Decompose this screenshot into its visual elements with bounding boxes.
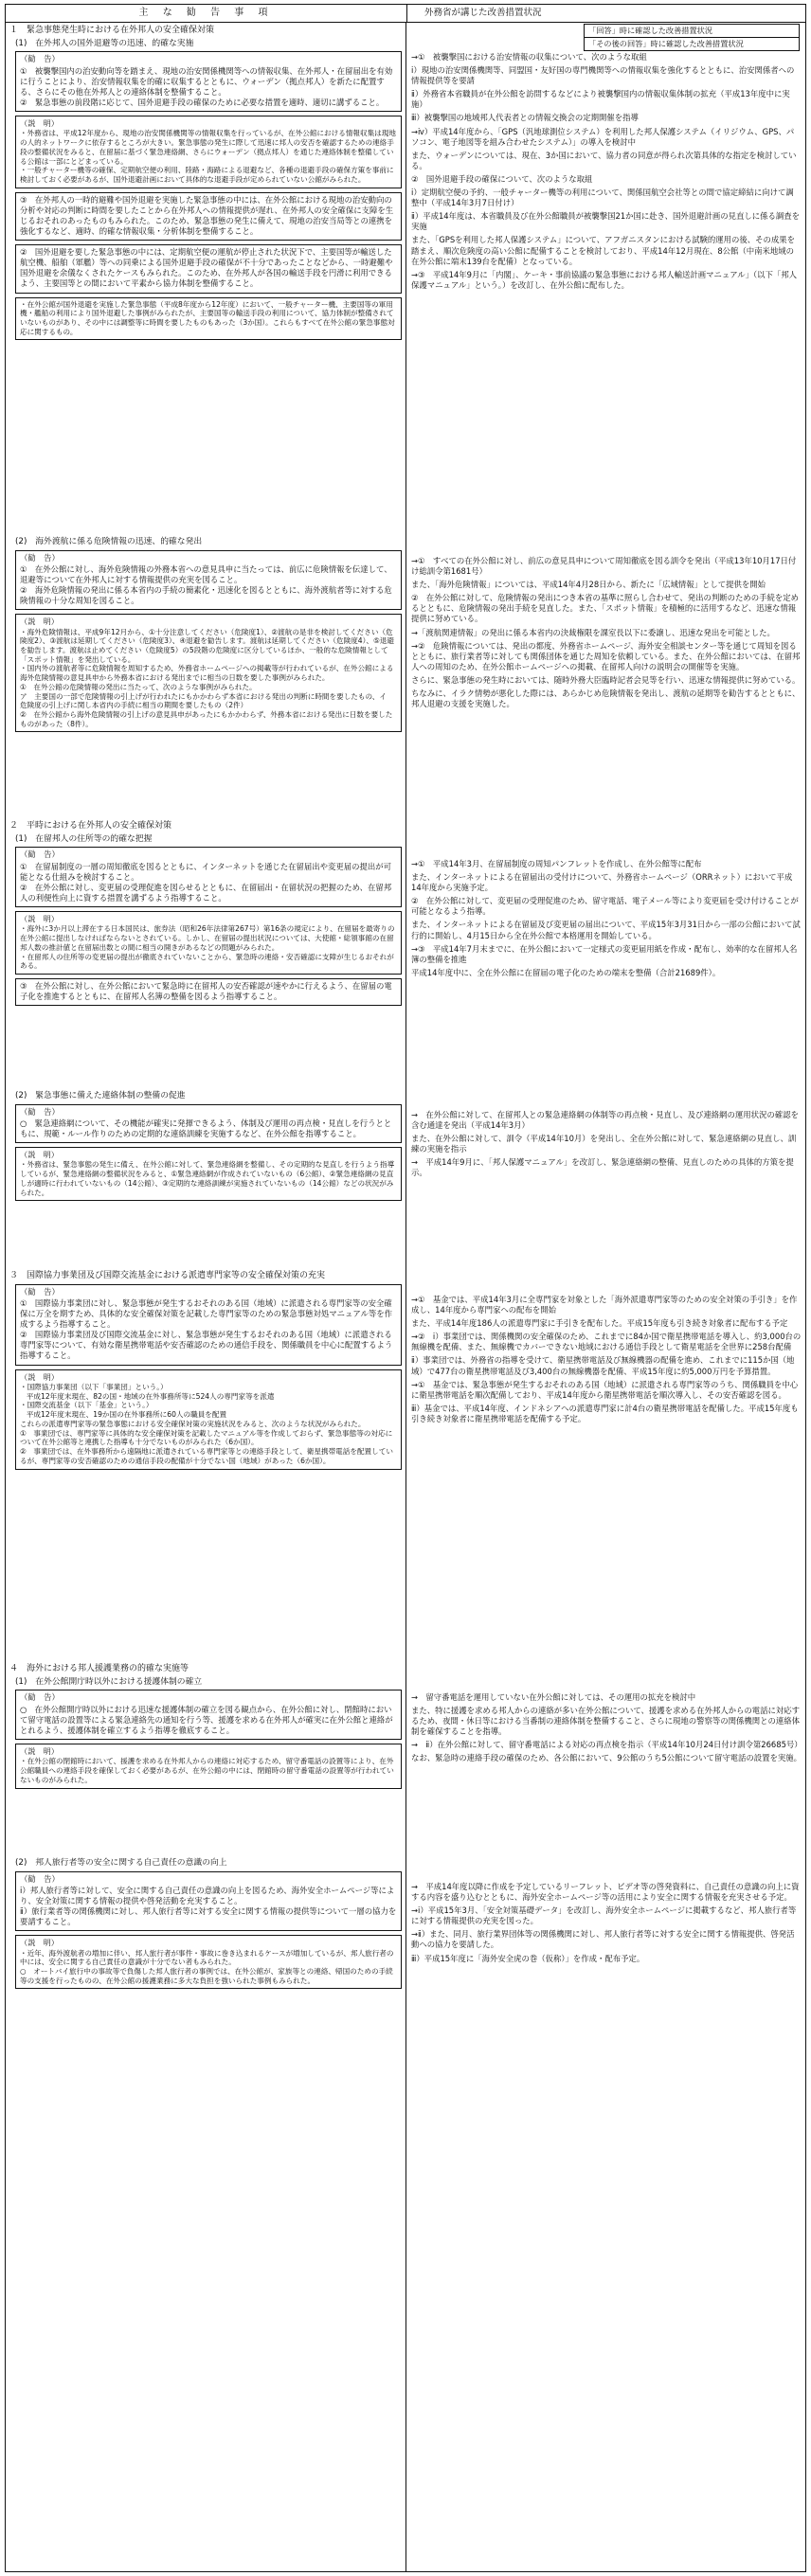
- response-text: ⅰ）現地の治安関係機関等、同盟国・友好国の専門機関等への情報収集を強化するとともに、治安関係者への情報提供等を要請: [411, 65, 795, 86]
- explanation-text: ・外務省は、緊急事態の発生に備え、在外公館に対して、緊急連絡網を整備し、その定期的な見直しを行うよう指導しているが、緊急連絡網の整備状況をみると、①緊急連絡網が作成されていないもの（6公館）、②緊急連絡網の見直しが適時に行われていないもの（14公館）、③定期的な連絡訓練が実施されていないもの（14公館）などの状況がみられた。: [20, 1160, 395, 1197]
- subsection-heading: (1) 在留邦人の住所等の的確な把握: [15, 833, 153, 844]
- subsection-heading: (2) 邦人旅行者等の安全に関する自己責任の意識の向上: [15, 1858, 227, 1868]
- recommendation-text: ② 緊急事態の前段階に応じて、国外退避手段の確保のために必要な措置を適時、適切に講ずること。: [20, 97, 385, 107]
- response-1-2: [411, 556, 802, 712]
- response-text: ⅱ）事業団では、外務省の指導を受けて、衛星携帯電話及び無線機器の配備を進め、これまでに115か国（地域）で477台の衛星携帯電話及び3,400台の無線機器を配備、平成15年度に約5,000万円を予算措置。: [411, 1355, 795, 1376]
- recommendation-text: ① 被襲撃国内の治安動向等を踏まえ、現地の治安関係機関等への情報収集、在外邦人・在留届出を有効に行うことにより、治安情報収集を的確に収集するとともに、ウォーデン（拠点邦人）を新たに配置する、さらにその他在外邦人との連絡体制を整備すること。: [20, 65, 393, 97]
- response-text: →① すべての在外公館に対し、前広の意見具申について周知徹底を図る訓令を発出（平成13年10月17日付け総訓令第1681号）: [411, 556, 797, 577]
- response-text: →「渡航関連情報」の発出に係る本省内の決裁権限を課室長以下に委譲し、迅速な発出を可能とした。: [411, 627, 775, 637]
- explanation-text: ① 在外公館の危険情報の発出に当たって、次のような事例がみられた。: [20, 682, 257, 691]
- response-text: → ⅱ）在外公館に対して、留守番電話による対応の再点検を指示（平成14年10月24日付け訓令第26685号）: [411, 1740, 802, 1750]
- recommendation-text: ① 在留届制度の一層の周知徹底を図るとともに、インターネットを通じた在留届出や変更届の提出が可能となる仕組みを検討すること。: [20, 861, 391, 882]
- response-text: →① 被襲撃国における治安情報の収集について、次のような取組: [411, 52, 647, 62]
- recommendation-label: （勧 告）: [20, 850, 60, 860]
- legend-item-kaito: 「回答」時に確認した改善措置状況: [588, 26, 713, 35]
- section-3: [9, 1271, 402, 1474]
- response-text: →ⅱ）また、同月、旅行業界団体等の関係機関に対し、邦人旅行者等に対する安全に関する情報提供、啓発活動への協力を要請した。: [411, 1929, 795, 1950]
- response-text: ⅱ）平成14年度は、本省職員及び在外公館職員が被襲撃国21か国に赴き、国外退避計画の見直しに係る調査を実施: [411, 211, 801, 232]
- explanation-box: [15, 1147, 402, 1201]
- explanation-box: [15, 116, 402, 188]
- recommendation-text: ② 国外退避を要した緊急事態の中には、定期航空便の運航が停止された状況下で、主要国等が輸送した航空機、船舶（軍艦）等への同乗による国外退避手段の確保が不十分であったことなどから、一時避難や国外退避を余儀なくされたケースもみられた。このため、在外邦人が各国の輸送手段を円滑に利用できるよう、主要国等との間において平素から協力体制を整備すること。: [20, 247, 393, 289]
- response-text: →③ 平成14年9月に「内閣」、ケーキ・事前協議の緊急事態における邦人輸送計画マニュアル」（以下「邦人保護マニュアル」という。）を改訂し、在外公館に配布した。: [411, 269, 798, 290]
- response-text: また、「海外危険情報」については、平成14年4月28日から、新たに「広域情報」として提供を開始: [411, 580, 766, 590]
- explanation-label: （説 明）: [20, 913, 59, 923]
- recommendation-box: [15, 192, 402, 241]
- recommendation-label: （勧 告）: [20, 1692, 60, 1703]
- response-text: ② 在外公館に対して、変更届の受理促進のため、留守電話、電子メール等により変更届を受け付けることが可能となるよう指導。: [411, 896, 799, 917]
- response-text: →② 危険情報については、発出の都度、外務省ホームページ、海外安全相談センター等を通じて周知を図るとともに、旅行業者等に対しても関係団体を通じた周知を依頼している。また、在外公館においては、在留邦人への周知のため、在外公館ホームページへの掲載、在留邦人向けの説明会の開催等を実施。: [411, 640, 801, 671]
- explanation-label: （説 明）: [20, 1938, 59, 1948]
- recommendation-label: （勧 告）: [20, 54, 60, 64]
- response-text: また、特に援護を求める邦人からの連絡が多い在外公館について、援護を求める在外邦人からの電話に対応するため、夜間・休日等における当番制の連絡体制を整備すること、さらに現地の警察等の関係機関との連絡体制を確保することを指導。: [411, 1706, 801, 1737]
- section-1: [9, 26, 402, 344]
- response-2-2: [411, 1110, 802, 1182]
- response-text: なお、緊急時の連絡手段の確保のため、各公館において、9公館のうち5公館について留守電話の設置を実施。: [411, 1753, 802, 1763]
- explanation-box: [15, 1744, 402, 1789]
- explanation-text: ・近年、海外渡航者の増加に伴い、邦人旅行者が事件・事故に巻き込まれるケースが増加しているが、邦人旅行者の中には、安全に関する自己責任の意識が十分でない者もみられた。: [20, 1948, 394, 1967]
- response-text: →① 基金では、緊急事態が発生するおそれのある国（地域）に派遣される専門家等のうち、関係職員を中心に衛星携帯電話を順次配備しており、平成14年度から衛星携帯電話を順次導入し、その安否確認を図る。: [411, 1379, 799, 1400]
- explanation-text: ・在留邦人の住所等の変更届の提出が徹底されていないことから、緊急時の連絡・安否確認に支障が生じるおそれがある。: [20, 952, 394, 971]
- response-text: →① 基金では、平成14年3月に全専門家を対象とした「海外派遣専門家等のための安全対策の手引き」を作成し、14年度から専門家への配布を開始: [411, 1295, 798, 1315]
- response-1-1: [411, 52, 802, 294]
- recommendation-box: [15, 1690, 402, 1739]
- explanation-text: ② 事業団では、在外事務所から遠隔地に派遣されている専門家等との連絡手段として、衛星携帯電話を配置しているが、専門家等の安否確認のための通信手段の配備が十分でない国（地域）があった（6か国）。: [20, 1447, 393, 1465]
- response-text: → 在外公館に対して、在留邦人との緊急連絡網の体制等の再点検・見直し、及び連絡網の運用状況の確認を含む通達を発出（平成14年3月）: [411, 1110, 799, 1131]
- explanation-text: 平成12年度末現在、82の国・地域の在外事務所等に524人の専門家等を派遣: [26, 1391, 275, 1401]
- recommendation-box: [15, 1104, 402, 1143]
- explanation-text: ・国内外の渡航者等に危険情報を周知するため、外務省ホームページへの掲載等が行われているが、在外公館による海外危険情報の意見具申から外務本省における発出までに相当の日数を要した事例がみられた。: [20, 664, 394, 683]
- explanation-label: （説 明）: [20, 1371, 59, 1382]
- subsection-heading: (2) 海外渡航に係る危険情報の迅速、的確な発出: [15, 537, 203, 546]
- right-column-title: 外務省が講じた改善措置状況: [424, 7, 542, 18]
- recommendation-text: ③ 在外邦人の一時的避難や国外退避を実施した緊急事態の中には、在外公館における現地の治安動向の分析や対応の判断に時間を要したことから在外邦人への情報提供が遅れ、在外邦人の安全確保に支障を生じるおそれのあったものもみられた。このため、緊急事態の発生に備えて、現地の治安当局等との連携を強化するなど、適時、的確な情報収集・分析体制を整備すること。: [20, 194, 394, 237]
- response-text: →ⅰ）平成15年3月、「安全対策基礎データ」を改訂し、海外安全ホームページに掲載するなど、邦人旅行者等に対する情報提供の充実を図った。: [411, 1905, 797, 1926]
- explanation-text: ア 主要国の一部で危険情報の引上げが行われたにもかかわらず本省における発出の判断に時間を要したもの、イ 危険度の引上げに関し本省内の手続に相当の期間を要したもの（2件）: [20, 691, 394, 710]
- explanation-label: （説 明）: [20, 1149, 59, 1159]
- section-4: [9, 1664, 402, 1793]
- recommendation-box: [15, 244, 402, 293]
- recommendation-text: ③ 在外公館に対し、在外公館において緊急時に在留邦人の安否確認が速やかに行えるよう、在留届の電子化を推進するとともに、在留邦人名簿の整備を図るよう指導すること。: [20, 981, 392, 1002]
- recommendation-text: ○ 緊急連絡網について、その機能が確実に発揮できるよう、体制及び運用の再点検・見直しを行うとともに、規範・ルール作りのための定期的な連絡訓練を実施するなど、在外公館を指導すること。: [20, 1118, 392, 1138]
- recommendation-label: （勧 告）: [20, 1873, 60, 1884]
- explanation-text: 平成12年度末現在、19か国の在外事務所に60人の職員を配置: [26, 1410, 227, 1420]
- explanation-box: [15, 1935, 402, 1989]
- recommendation-box: [15, 1871, 402, 1931]
- response-text: ② 国外退避手段の確保について、次のような取組: [411, 173, 593, 184]
- explanation-text: これらの派遣専門家等の緊急事態における安全確保対策の実施状況をみると、次のような状況がみられた。: [20, 1419, 366, 1428]
- response-text: → 平成14年9月に、「邦人保護マニュアル」を改訂し、緊急連絡網の整備、見直しのための具体的方策を提示。: [411, 1157, 794, 1178]
- explanation-text: ① 事業団では、専門家等に具体的な安全確保対策を記載したマニュアル等を作成しておらず、緊急事態等の対応について在外公館等と連携した指導も十分でないものがみられた（6か国）。: [20, 1428, 393, 1447]
- response-text: →① 平成14年3月、在留届制度の周知パンフレットを作成し、在外公館等に配布: [411, 859, 702, 868]
- subsection-heading: (1) 在外邦人の国外退避等の迅速、的確な実施: [15, 38, 194, 48]
- recommendation-label: （勧 告）: [20, 552, 60, 563]
- left-column-title: 主 な 勧 告 事 項: [6, 5, 407, 22]
- recommendation-text: ⅱ）旅行業者等の関係機関に対し、邦人旅行者等に対する安全に関する情報の提供等について一層の協力を要請すること。: [20, 1905, 397, 1926]
- section-heading: ４ 海外における邦人援護業務の的確な実施等: [9, 1664, 189, 1673]
- explanation-box: [15, 297, 402, 341]
- recommendation-box: [15, 1284, 402, 1366]
- explanation-text: ・在外公館が国外退避を実施した緊急事態（平成8年度から12年度）において、一般チャーター機、主要国等の軍用機・艦船の利用により国外退避した事例がみられたが、主要国等の輸送手段の利用について、協力体制が整備されていないものがあり、その中には調整等に時間を要したものもあった（3か国）。これらもすべて在外公館の緊急事態対応に関するもの。: [20, 299, 395, 336]
- response-text: 平成14年度中に、全在外公館に在留届の電子化のための端末を整備（合計21689件）。: [411, 967, 721, 977]
- response-text: →ⅳ）平成14年度から、「GPS（汎地球測位システム）を利用した邦人保護システム（イリジウム、GPS、パソコン、電子地図等を組み合わせたシステム）」の導入を検討中: [411, 126, 795, 147]
- recommendation-text: ② 海外危険情報の発出に係る本省内の手続の簡素化・迅速化を図るとともに、海外渡航者等に対する危険情報の十分な周知を図ること。: [20, 584, 392, 605]
- section-4-2: [9, 1858, 402, 1993]
- explanation-box: [15, 1369, 402, 1470]
- response-text: →② ⅰ）事業団では、関係機関の安全確保のため、これまでに84か国で衛星携帯電話を導入し、約3,000台の無線機を配備、また、無線機でカバーできない地域における通信手段として衛星電話を全世界に258台配備: [411, 1332, 802, 1352]
- table-header: [6, 5, 805, 23]
- document-page: [5, 4, 806, 2572]
- response-text: ⅰ）定期航空便の予約、一般チャーター機等の利用について、関係国航空会社等との間で協定締結に向けて調整中（平成14年3月7日付け）: [411, 188, 794, 208]
- response-text: → 留守番電話を運用していない在外公館に対しては、その運用の拡充を検討中: [411, 1692, 696, 1702]
- recommendation-text: ② 在外公館に対し、変更届の受理促進を図らせるとともに、在留届出・在留状況の把握のため、在留邦人の利便性向上に資する措置を講ずるよう指導すること。: [20, 882, 392, 903]
- explanation-text: ○ オートバイ旅行中の事故等で負傷した邦人旅行者の事例では、在外公館が、家族等との連絡、帰国のための手続等の支援を行ったものの、在外公館の援護業務に多大な負担を強いられた事例もみられた。: [20, 1967, 393, 1985]
- legend-item-sonogo: 「その後の回答」時に確認した改善措置状況: [585, 37, 799, 50]
- response-text: ⅲ）被襲撃国の地域邦人代表者との情報交換会の定期開催を指導: [411, 113, 639, 123]
- explanation-text: ・海外危険情報は、平成9年12月から、①十分注意してください（危険度1）、②渡航の是非を検討してください（危険度2）、③渡航は延期してください（危険度3）、④退避を勧告します。渡航は延期してください（危険度4）、⑤退避を勧告します。渡航は止めてください（危険度5）の5段階の危険度に区分しているほか、一般的な危険情報として「スポット情報」を発出している。: [20, 627, 394, 664]
- explanation-label: （説 明）: [20, 117, 59, 128]
- section-1-2: [9, 537, 402, 736]
- recommendation-label: （勧 告）: [20, 1106, 60, 1117]
- recommendation-text: ⅰ）邦人旅行者等に対して、安全に関する自己責任の意識の向上を図るため、海外安全ホームページ等により、安全対策に関する情報の提供や啓発活動を充実すること。: [20, 1885, 395, 1905]
- recommendation-box: [15, 978, 402, 1006]
- recommendation-text: ① 国際協力事業団に対し、緊急事態が発生するおそれのある国（地域）に派遣される専門家等の安全確保に万全を期すため、具体的な安全確保対策を記載した専門家等のための緊急事態対処マニュアル等を作成するよう指導すること。: [20, 1297, 392, 1330]
- section-heading: ２ 平時における在外邦人の安全確保対策: [9, 821, 172, 831]
- explanation-text: ② 在外公館から海外危険情報の引上げの意見具申があったにもかかわらず、外務本省における発出に日数を要したものがあった（8件）。: [20, 710, 393, 728]
- explanation-text: ・国際交流基金（以下「基金」という。）: [20, 1401, 153, 1410]
- recommendation-label: （勧 告）: [20, 1286, 60, 1297]
- response-text: また、在外公館に対して、訓令（平成14年10月）を発出し、全在外公館に対して、緊急連絡網の見直し、訓練の実施を指示: [411, 1134, 797, 1154]
- response-2-1: [411, 859, 802, 981]
- explanation-label: （説 明）: [20, 1745, 59, 1756]
- response-text: また、ウォーデンについては、現在、3か国において、協力者の同意が得られ次第具体的な指定を検討している。: [411, 150, 797, 170]
- response-text: また、インターネットによる在留届及び変更届の届出について、平成15年3月31日から一部の公館において試行的に開始し、4月15日から全在外公館で本格運用を開始している。: [411, 920, 801, 940]
- subsection-heading: (1) 在外公館開庁時以外における援護体制の確立: [15, 1676, 203, 1687]
- section-heading: １ 緊急事態発生時における在外邦人の安全確保対策: [9, 26, 215, 35]
- response-text: → 平成14年度以降に作成を予定しているリーフレット、ビデオ等の啓発資料に、自己責任の意識の向上に資する内容を盛り込むとともに、海外安全ホームページ等の活用により安全に関する情報を充実させる予定。: [411, 1882, 800, 1903]
- legend-box: [584, 24, 800, 51]
- response-text: さらに、緊急事態の発生時においては、随時外務大臣臨時記者会見等を行い、迅速な情報提供に努めている。: [411, 674, 801, 685]
- explanation-box: [15, 911, 402, 975]
- section-2: [9, 821, 402, 1010]
- explanation-box: [15, 614, 402, 732]
- recommendation-box: [15, 550, 402, 610]
- response-3: [411, 1295, 802, 1427]
- explanation-text: ・外務省は、平成12年度から、現地の治安関係機関等の情報収集を行っているが、在外公館における情報収集は現地の人的ネットワークに依存するところが大きい。緊急事態の発生に際して迅速に邦人の安否を確認するための連絡手段の整備状況をみると、在留届に基づく緊急連絡網、さらにウォーデン（拠点邦人）を通じた連絡体制を整備している公館は一部にとどまっている。: [20, 129, 396, 166]
- response-text: また、「GPSを利用した邦人保護システム」について、アフガニスタンにおける試験的運用の後、その成果を踏まえ、順次危険度の高い公館に配備することを検討しており、平成14年12月現在、8公館（中南米地域の在外公館に端末139台を配備）となっている。: [411, 235, 796, 266]
- section-heading: ３ 国際協力事業団及び国際交流基金における派遣専門家等の安全確保対策の充実: [9, 1271, 326, 1280]
- response-text: ⅲ）基金では、平成14年度、インドネシアへの派遣専門家に計4台の衛星携帯電話を配備した。平成15年度も引き続き対象者に衛星携帯電話を配備する予定。: [411, 1403, 799, 1423]
- response-text: ⅲ）平成15年度に「海外安全虎の巻（仮称）」を作成・配布予定。: [411, 1953, 645, 1963]
- response-4-2: [411, 1882, 802, 1967]
- response-4-1: [411, 1692, 802, 1767]
- response-text: ちなみに、イラク情勢が悪化した際には、あらかじめ危険情報を発出し、渡航の延期等を勧告するとともに、邦人退避の支援を実施した。: [411, 689, 801, 709]
- response-text: また、インターネットによる在留届出の受付けについて、外務省ホームページ（ORRネット）において平成14年度から実施予定。: [411, 872, 793, 893]
- response-text: ② 在外公館に対して、危険情報の発出につき本省の基準に照らし合わせて、発出の判断のための手続を定めるとともに、危険情報の発出手続を見直した。また、「スポット情報」を積極的に活用するなど、迅速な情報提供に努めている。: [411, 593, 800, 624]
- recommendation-box: [15, 51, 402, 111]
- response-text: また、平成14年度186人の派遣専門家に手引きを配布した。平成15年度も引き続き対象者に配布する予定: [411, 1318, 788, 1329]
- section-2-2: [9, 1091, 402, 1205]
- explanation-text: ・海外に3か月以上滞在する日本国民は、旅券法（昭和26年法律第267号）第16条の規定により、在留届を最寄りの在外公館に提出しなければならないとされている。しかし、在留届の提出状況については、大使館・総領事館の在留邦人数の推計値と在留届出数との間に相当の開きがあるなどの問題がみられた。: [20, 924, 395, 952]
- response-text: ⅱ）外務省本省職員が在外公館を訪問するなどにより被襲撃国内の情報収集体制の拡充（平成13年度中に実施）: [411, 89, 790, 110]
- explanation-text: ・一般チャーター機等の確保、定期航空便の利用、陸路・海路による退避など、各種の退避手段の確保方策を事前に検討しておく必要があるが、国外退避計画において具体的な退避手段が定められていない公館がみられた。: [20, 166, 394, 185]
- explanation-text: ・在外公館の閉館時において、援護を求める在外邦人からの連絡に対応するため、留守番電話の設置等により、在外公館職員への連絡手段を確保しておく必要があるが、在外公館の中には、閉館時の留守番電話の設置等が行われていないものがみられた。: [20, 1757, 394, 1784]
- recommendation-text: ① 在外公館に対し、海外危険情報の外務本省への意見具申に当たっては、前広に危険情報を伝達して、退避等について在外邦人に対する情報提供の充実を図ること。: [20, 564, 392, 584]
- response-text: →③ 平成14年7月末までに、在外公館において一定様式の変更届用紙を作成・配布し、効率的な在留邦人名簿の整備を推進: [411, 943, 798, 964]
- subsection-heading: (2) 緊急事態に備えた連絡体制の整備の促進: [15, 1091, 186, 1100]
- explanation-text: ・国際協力事業団（以下「事業団」という。）: [20, 1383, 168, 1392]
- recommendation-text: ② 国際協力事業団及び国際交流基金に対し、緊急事態が発生するおそれのある国（地域）に派遣される専門家等について、有効な衛星携帯電話や安否確認のための通信手段を、関係職員を中心に配置するよう指導すること。: [20, 1330, 393, 1361]
- recommendation-box: [15, 847, 402, 906]
- recommendation-text: ○ 在外公館開庁時以外における迅速な援護体制の確立を図る観点から、在外公館に対し、閉館時において留守電話の設置等による緊急連絡先の通知を行う等、援護を求める在外邦人が確実に在外公館と連絡がとれるよう、援護体制を確立するよう指導を徹底すること。: [20, 1704, 393, 1735]
- explanation-label: （説 明）: [20, 617, 59, 627]
